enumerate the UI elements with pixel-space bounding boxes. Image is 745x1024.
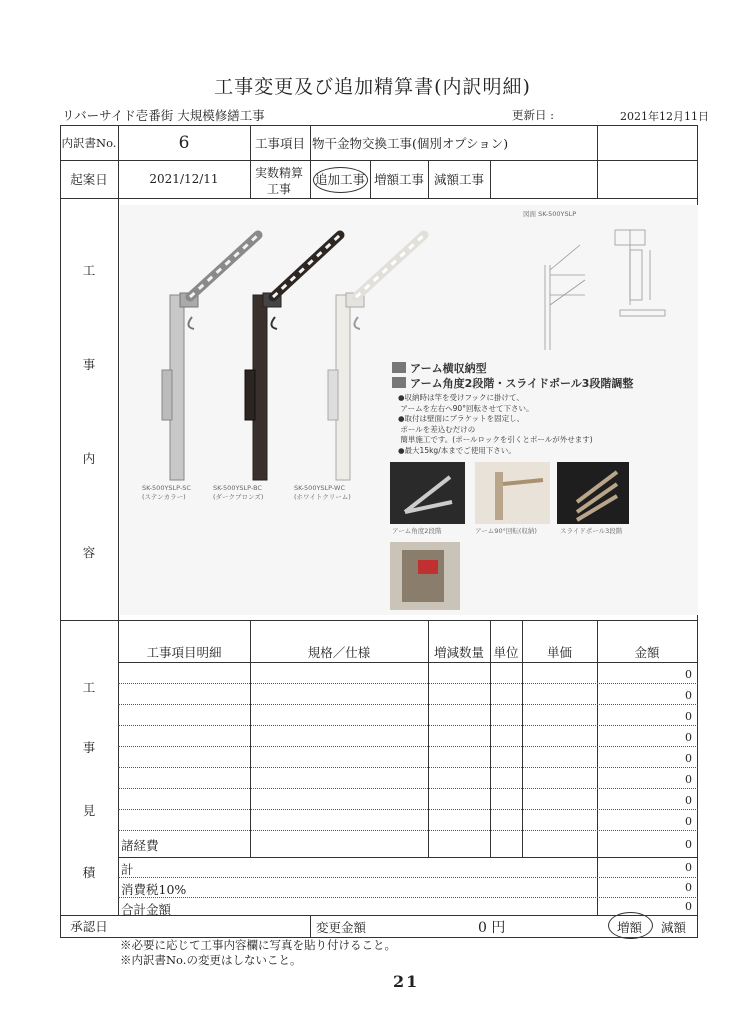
photo-slide-pole bbox=[557, 462, 629, 524]
bullet-line: ●最大15kg/本までご使用下さい。 bbox=[398, 445, 516, 455]
row-item: 諸経費 bbox=[121, 838, 159, 853]
feature-marker bbox=[392, 362, 406, 373]
footer-col-line bbox=[310, 915, 311, 937]
draft-date-value: 2021/12/11 bbox=[149, 172, 219, 186]
row-line bbox=[118, 725, 698, 726]
bullet-line: ポールを差込むだけの bbox=[398, 424, 476, 434]
work-item-label: 工事項目 bbox=[254, 135, 305, 151]
product-catalog-image bbox=[120, 205, 698, 615]
row-line bbox=[118, 746, 698, 747]
selected-circle bbox=[608, 912, 653, 939]
row-amount: 0 bbox=[685, 752, 692, 765]
est-header-line bbox=[118, 662, 698, 663]
content-label-char: 工 bbox=[82, 263, 96, 278]
decrease-option: 減額 bbox=[661, 920, 687, 935]
technical-drawing bbox=[520, 220, 690, 355]
page-number: 21 bbox=[393, 972, 420, 991]
note-line: ※内訳書No.の変更はしないこと。 bbox=[120, 953, 302, 967]
row-line bbox=[118, 788, 698, 789]
feature-marker bbox=[392, 377, 406, 388]
bullet-line: ●収納時は竿を受けフックに掛けて、 bbox=[398, 393, 524, 402]
increase-option: 増額 bbox=[617, 920, 643, 935]
row-line bbox=[118, 809, 698, 810]
col-line bbox=[490, 160, 491, 198]
feature-title: アーム横収納型 bbox=[410, 362, 487, 375]
selected-circle bbox=[313, 167, 368, 193]
bullet-line: ●取付は壁面にブラケットを固定し、 bbox=[398, 414, 525, 423]
row-amount: 0 bbox=[685, 881, 692, 894]
work-item-value: 物干金物交換工事(個別オプション) bbox=[312, 135, 509, 151]
row-amount: 0 bbox=[685, 794, 692, 807]
row-line bbox=[118, 877, 698, 878]
section-divider bbox=[118, 198, 119, 915]
est-header: 工事項目明細 bbox=[146, 645, 222, 660]
row-line bbox=[118, 857, 698, 858]
content-label-char: 容 bbox=[82, 545, 96, 560]
est-label-char: 見 bbox=[82, 803, 96, 818]
feature-title: アーム角度2段階・スライドポール3段階調整 bbox=[410, 377, 634, 390]
photo-caption: アーム90°回転(収納) bbox=[475, 527, 537, 535]
photo-caption: スライドポール3段階 bbox=[560, 527, 623, 535]
color-code: SK-500YSLP-WC bbox=[294, 484, 346, 492]
row-line bbox=[118, 767, 698, 768]
bullet-line: 簡単施工です。(ポールロックを引くとポールが外せます) bbox=[398, 435, 593, 444]
color-name: (ホワイトクリーム) bbox=[294, 493, 351, 501]
draft-date-label: 起案日 bbox=[70, 172, 108, 187]
row-line bbox=[118, 704, 698, 705]
row-amount: 0 bbox=[685, 710, 692, 723]
photo-arm-angle bbox=[390, 462, 465, 524]
row-line bbox=[118, 830, 698, 831]
feature-bullets bbox=[398, 393, 593, 456]
approval-label: 承認日 bbox=[70, 919, 108, 934]
color-name: (ダークブロンズ) bbox=[213, 493, 264, 501]
est-header: 規格／仕様 bbox=[307, 645, 371, 660]
row-amount: 0 bbox=[685, 815, 692, 828]
est-label-char: 積 bbox=[82, 865, 96, 880]
est-label-char: 事 bbox=[82, 740, 96, 755]
row-item: 消費税10% bbox=[121, 882, 187, 897]
breakdown-no-label: 内訳書No. bbox=[61, 135, 117, 150]
change-amount-label: 変更金額 bbox=[316, 920, 367, 935]
photo-caption: アーム角度2段階 bbox=[392, 527, 442, 535]
row-amount: 0 bbox=[685, 861, 692, 874]
breakdown-no-value: 6 bbox=[178, 132, 190, 153]
settlement-label-line2: 工事 bbox=[267, 182, 292, 196]
updated-date: 2021年12月11日 bbox=[620, 110, 709, 123]
photo-pole-lock bbox=[390, 542, 460, 610]
option-add: 追加工事 bbox=[314, 172, 365, 187]
row-line bbox=[118, 683, 698, 684]
row-item: 合計金額 bbox=[121, 902, 172, 917]
est-header: 単価 bbox=[546, 645, 572, 660]
row-separator bbox=[60, 198, 698, 199]
row-line bbox=[118, 897, 698, 898]
est-label-char: 工 bbox=[82, 680, 96, 695]
project-name: リバーサイド壱番街 大規模修繕工事 bbox=[62, 108, 265, 123]
row-amount: 0 bbox=[685, 689, 692, 702]
row-amount: 0 bbox=[685, 731, 692, 744]
bullet-line: アームを左右へ90°回転させて下さい。 bbox=[398, 403, 534, 413]
col-line bbox=[597, 125, 598, 198]
row-amount: 0 bbox=[685, 838, 692, 851]
drawing-title: 図面 SK-500YSLP bbox=[523, 210, 577, 218]
est-header: 単位 bbox=[493, 645, 519, 660]
option-increase: 増額工事 bbox=[373, 172, 424, 187]
change-amount-value: 0 円 bbox=[478, 920, 506, 936]
updated-label: 更新日 : bbox=[512, 108, 555, 122]
row-amount: 0 bbox=[685, 668, 692, 681]
color-code: SK-500YSLP-BC bbox=[213, 484, 262, 492]
content-label-char: 内 bbox=[82, 451, 96, 466]
est-header: 金額 bbox=[634, 645, 660, 660]
note-line: ※必要に応じて工事内容欄に写真を貼り付けること。 bbox=[120, 938, 396, 952]
option-decrease: 減額工事 bbox=[433, 172, 484, 187]
row-separator bbox=[60, 620, 698, 621]
row-amount: 0 bbox=[685, 900, 692, 913]
photo-arm-rotation bbox=[475, 462, 550, 524]
color-name: (ステンカラー) bbox=[142, 493, 186, 501]
content-label-char: 事 bbox=[82, 357, 96, 372]
color-code: SK-500YSLP-SC bbox=[142, 484, 191, 492]
row-amount: 0 bbox=[685, 773, 692, 786]
document-title: 工事変更及び追加精算書(内訳明細) bbox=[214, 76, 531, 98]
settlement-label-line1: 実数精算 bbox=[255, 166, 304, 180]
est-header: 増減数量 bbox=[433, 645, 484, 660]
row-item: 計 bbox=[121, 862, 134, 877]
